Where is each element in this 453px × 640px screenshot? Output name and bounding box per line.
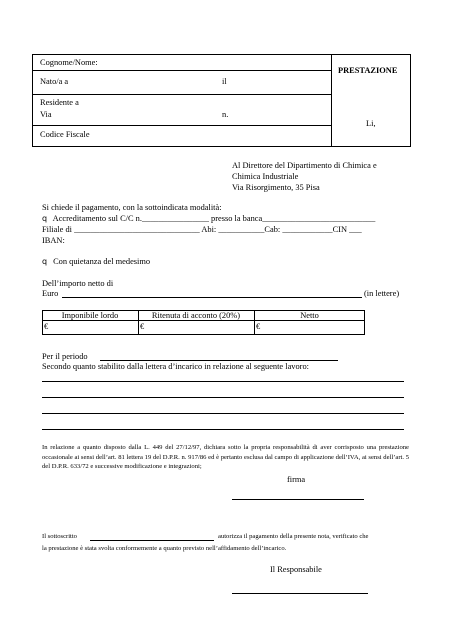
option-accredito-label: Accreditamento sul C/C n.________________ presso la banca___________________________	[52, 214, 376, 223]
euro-label: Euro	[42, 289, 59, 298]
filiale-line: Filiale di ______________________________ Abi: ___________Cab: ____________CIN ___	[42, 225, 362, 234]
option-accredito	[42, 214, 375, 223]
lavoro-line-1[interactable]	[42, 381, 404, 382]
lavoro-line-3[interactable]	[42, 413, 404, 414]
sottoscritto-label: Il sottoscritto	[42, 533, 77, 540]
civic-number-label: n.	[222, 110, 229, 119]
header-row-line-1	[32, 70, 332, 71]
li-label: Li,	[366, 119, 376, 128]
euro-amount-line[interactable]	[62, 297, 362, 298]
option-quietanza	[42, 257, 150, 266]
sottoscritto-line[interactable]	[90, 540, 214, 541]
lavoro-line-2[interactable]	[42, 397, 404, 398]
iban-label: IBAN:	[42, 236, 65, 245]
firma-line[interactable]	[232, 499, 364, 500]
responsabile-line[interactable]	[232, 593, 368, 594]
payment-intro: Si chiede il pagamento, con la sottoindicata modalità:	[42, 203, 222, 212]
recipient-line-1: Al Direttore del Dipartimento di Chimica e	[232, 161, 377, 170]
checkbox-icon[interactable]: q	[42, 257, 48, 266]
table-header-line	[42, 320, 365, 321]
table-cell-ritenuta[interactable]: €	[140, 322, 145, 331]
prestazione-title: PRESTAZIONE	[338, 66, 398, 75]
table-header-ritenuta: Ritenuta di acconto (20%)	[151, 311, 241, 320]
table-cell-imponibile[interactable]: €	[44, 322, 49, 331]
residente-label: Residente a	[40, 98, 79, 107]
header-divider	[331, 54, 332, 147]
header-row-line-2	[32, 94, 332, 95]
cognome-label: Cognome/Nome:	[40, 58, 98, 67]
recipient-line-3: Via Risorgimento, 35 Pisa	[232, 183, 320, 192]
option-quietanza-label: Con quietanza del medesimo	[53, 257, 151, 266]
table-header-netto: Netto	[300, 311, 319, 320]
firma-label: firma	[287, 475, 306, 484]
nato-label: Nato/a a	[40, 77, 69, 86]
responsabile-label: Il Responsabile	[270, 565, 322, 574]
recipient-line-2: Chimica Industriale	[232, 172, 299, 181]
periodo-label: Per il periodo	[42, 352, 88, 361]
importo-label: Dell’importo netto di	[42, 279, 114, 288]
via-label: Via	[40, 110, 52, 119]
checkbox-icon[interactable]: q	[42, 214, 48, 223]
header-row-line-3	[32, 125, 332, 126]
table-header-imponibile: Imponibile lordo	[61, 311, 119, 320]
periodo-line[interactable]	[100, 360, 338, 361]
il-label: il	[222, 77, 227, 86]
lavoro-line-4[interactable]	[42, 429, 404, 430]
in-lettere-label: (in lettere)	[364, 289, 400, 298]
autorizza-label: autorizza il pagamento della presente nota, verificato che	[218, 533, 369, 540]
table-cell-netto[interactable]: €	[256, 322, 261, 331]
secondo-label: Secondo quanto stabilito dalla lettera d’incarico in relazione al seguente lavoro:	[42, 362, 309, 371]
declaration-text: In relazione a quanto disposto dalla L. 449 del 27/12/97, dichiara sotto la propria responsabilità di aver corrisposto una prestazione occasionale ai sensi dell’art. 81 lettera 19 del D.P.R. n. 917/86 ed è pertanto esclusa dal campo di applicazione dell’IVA, ai sensi dell’art. 5 del D.P.R. 633/72 e successive modificazione e integrazioni;	[42, 444, 409, 471]
codice-fiscale-label: Codice Fiscale	[40, 130, 90, 139]
prestazione-line: la prestazione è stata svolta conformemente a quanto previsto nell’affidamento dell’incarico.	[42, 545, 287, 552]
